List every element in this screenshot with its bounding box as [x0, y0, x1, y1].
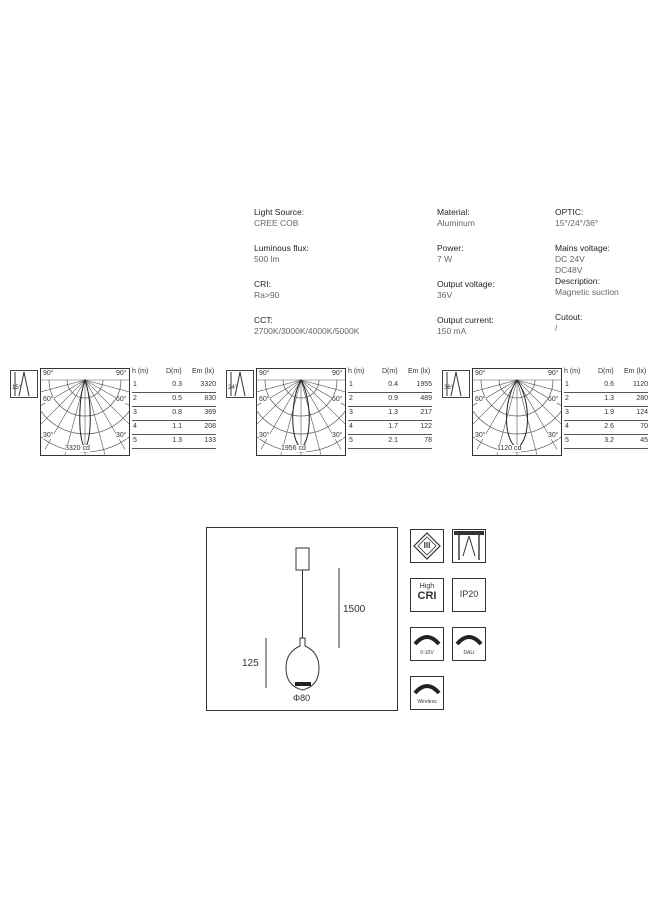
- angle-60-left: 60°: [259, 396, 270, 403]
- column-header: h (m): [564, 368, 581, 375]
- pendant-lamp-drawing: [207, 528, 397, 710]
- height-cell: 5: [565, 437, 569, 444]
- diameter-cell: 0.4: [388, 381, 398, 388]
- table-row: [132, 379, 216, 393]
- illuminance-cell: 45: [640, 437, 648, 444]
- table-row: [348, 407, 432, 421]
- diameter-label: Φ80: [293, 693, 311, 703]
- dimming-0-10v-badge: [410, 627, 444, 661]
- material-label: Material:: [437, 207, 470, 217]
- table-row: [132, 435, 216, 449]
- cable-length-label: 1500: [343, 604, 366, 615]
- height-cell: 5: [349, 437, 353, 444]
- light-source-value: CREE COB: [254, 218, 299, 228]
- table-row: [564, 435, 648, 449]
- table-header: [348, 366, 432, 379]
- luminous-flux-label: Luminous flux:: [254, 243, 309, 253]
- column-header: Em (lx): [624, 368, 647, 375]
- diameter-cell: 0.9: [388, 395, 398, 402]
- illuminance-cell: 369: [204, 409, 216, 416]
- power-value: 7 W: [437, 254, 453, 264]
- beam-angle-label: 24°: [228, 385, 238, 391]
- angle-60-left: 60°: [43, 396, 54, 403]
- height-cell: 2: [349, 395, 353, 402]
- cri-label: CRI:: [254, 279, 271, 289]
- cct-value: 2700K/3000K/4000K/5000K: [254, 326, 360, 336]
- column-header: D(m): [382, 368, 398, 375]
- column-header: D(m): [166, 368, 182, 375]
- illuminance-cell: 489: [420, 395, 432, 402]
- beam-angle-label: 15°: [12, 385, 22, 391]
- high-text: High: [419, 583, 435, 590]
- luminous-flux-value: 500 lm: [254, 254, 280, 264]
- diameter-cell: 1.7: [388, 423, 398, 430]
- angle-90-left: 90°: [43, 370, 54, 377]
- spec-col-3: [555, 207, 619, 334]
- dimming-curve-icon: [411, 628, 443, 648]
- table-row: [132, 393, 216, 407]
- height-cell: 2: [133, 395, 137, 402]
- photometry-block: [442, 366, 652, 458]
- angle-30-right: 30°: [548, 432, 559, 439]
- cct-label: CCT:: [254, 315, 273, 325]
- power-label: Power:: [437, 243, 464, 253]
- output-voltage-label: Output voltage:: [437, 279, 495, 289]
- angle-90-left: 90°: [259, 370, 270, 377]
- ip20-badge: [452, 578, 486, 612]
- dimming-curve-icon: [453, 628, 485, 648]
- angle-30-right: 30°: [116, 432, 127, 439]
- output-current-value: 150 mA: [437, 326, 467, 336]
- angle-90-left: 90°: [475, 370, 486, 377]
- height-cell: 1: [133, 381, 137, 388]
- height-cell: 3: [565, 409, 569, 416]
- illuminance-cell: 217: [420, 409, 432, 416]
- beam-angle-label: 36°: [444, 385, 454, 391]
- polar-diagram: [256, 368, 346, 456]
- class-iii-text: III: [423, 541, 431, 550]
- peak-candela-label: 1956 cd: [281, 445, 306, 452]
- illuminance-cell: 70: [640, 423, 648, 430]
- angle-60-right: 60°: [116, 396, 127, 403]
- mains-voltage-label: Mains voltage:: [555, 243, 610, 253]
- optic-value: 15°/24°/36°: [555, 218, 599, 228]
- angle-60-right: 60°: [548, 396, 559, 403]
- cri-text: CRI: [417, 590, 437, 602]
- dim-dali-text: DALI: [463, 650, 475, 656]
- illuminance-cell: 1120: [632, 381, 648, 388]
- table-row: [564, 393, 648, 407]
- head-height-label: 125: [242, 658, 259, 669]
- illuminance-cell: 280: [636, 395, 648, 402]
- table-row: [348, 435, 432, 449]
- illuminance-cell: 122: [420, 423, 432, 430]
- illuminance-cell: 124: [636, 409, 648, 416]
- dim-0-10v-text: 0-10V: [420, 650, 434, 656]
- dim-wireless-text: Wireless: [417, 699, 437, 705]
- angle-30-right: 30°: [332, 432, 343, 439]
- photometry-block: [10, 366, 220, 458]
- track-mount-icon: [453, 530, 485, 562]
- column-header: D(m): [598, 368, 614, 375]
- peak-candela-label: 1120 cd: [497, 445, 522, 452]
- table-row: [348, 379, 432, 393]
- illuminance-table: [564, 366, 648, 449]
- ip20-text: IP20: [459, 589, 479, 599]
- angle-30-left: 30°: [475, 432, 486, 439]
- dimming-dali-badge: [452, 627, 486, 661]
- height-cell: 5: [133, 437, 137, 444]
- mains-voltage-value-2: DC48V: [555, 265, 583, 275]
- height-cell: 3: [349, 409, 353, 416]
- table-header: [564, 366, 648, 379]
- illuminance-table: [348, 366, 432, 449]
- beam-angle-icon: [226, 370, 254, 398]
- diameter-cell: 1.3: [172, 437, 182, 444]
- output-current-label: Output current:: [437, 315, 494, 325]
- height-cell: 2: [565, 395, 569, 402]
- table-row: [564, 407, 648, 421]
- description-label: Description:: [555, 276, 600, 286]
- column-header: Em (lx): [408, 368, 431, 375]
- illuminance-cell: 1955: [416, 381, 432, 388]
- height-cell: 4: [565, 423, 569, 430]
- angle-90-right: 90°: [116, 370, 127, 377]
- cutout-value: /: [555, 323, 558, 333]
- light-source-label: Light Source:: [254, 207, 305, 217]
- diameter-cell: 1.9: [604, 409, 614, 416]
- polar-diagram: [472, 368, 562, 456]
- diameter-cell: 1.1: [172, 423, 182, 430]
- cutout-label: Cutout:: [555, 312, 583, 322]
- diameter-cell: 0.3: [172, 381, 182, 388]
- angle-30-left: 30°: [43, 432, 54, 439]
- spec-col-1: [254, 207, 359, 337]
- illuminance-cell: 3320: [200, 381, 216, 388]
- diameter-cell: 2.1: [388, 437, 398, 444]
- illuminance-table: [132, 366, 216, 449]
- diameter-cell: 1.3: [604, 395, 614, 402]
- height-cell: 1: [565, 381, 569, 388]
- height-cell: 4: [133, 423, 137, 430]
- dimming-curve-icon: [411, 677, 443, 697]
- optic-label: OPTIC:: [555, 207, 584, 217]
- angle-90-right: 90°: [548, 370, 559, 377]
- beam-angle-icon: [442, 370, 470, 398]
- polar-diagram: [40, 368, 130, 456]
- table-row: [564, 379, 648, 393]
- material-value: Aluminum: [437, 218, 475, 228]
- output-voltage-value: 36V: [437, 290, 453, 300]
- table-row: [348, 421, 432, 435]
- height-cell: 3: [133, 409, 137, 416]
- column-header: Em (lx): [192, 368, 215, 375]
- table-header: [132, 366, 216, 379]
- high-cri-badge: [410, 578, 444, 612]
- description-value: Magnetic suction: [555, 287, 619, 297]
- cri-value: Ra>90: [254, 290, 280, 300]
- diameter-cell: 2.6: [604, 423, 614, 430]
- angle-90-right: 90°: [332, 370, 343, 377]
- beam-angle-icon: [10, 370, 38, 398]
- peak-candela-label: 3320 cd: [65, 445, 90, 452]
- angle-60-left: 60°: [475, 396, 486, 403]
- table-row: [348, 393, 432, 407]
- illuminance-cell: 133: [204, 437, 216, 444]
- table-row: [564, 421, 648, 435]
- height-cell: 1: [349, 381, 353, 388]
- illuminance-cell: 208: [204, 423, 216, 430]
- diameter-cell: 3.2: [604, 437, 614, 444]
- table-row: [132, 407, 216, 421]
- table-row: [132, 421, 216, 435]
- diameter-cell: 0.6: [604, 381, 614, 388]
- column-header: h (m): [348, 368, 365, 375]
- angle-60-right: 60°: [332, 396, 343, 403]
- track-mount-badge: [452, 529, 486, 563]
- product-drawing-frame: [206, 527, 398, 711]
- column-header: h (m): [132, 368, 149, 375]
- angle-30-left: 30°: [259, 432, 270, 439]
- dimming-wireless-badge: [410, 676, 444, 710]
- class-iii-badge: [410, 529, 444, 563]
- diameter-cell: 1.3: [388, 409, 398, 416]
- mains-voltage-value-1: DC 24V: [555, 254, 585, 264]
- illuminance-cell: 830: [204, 395, 216, 402]
- spec-col-2: [437, 207, 495, 337]
- illuminance-cell: 78: [424, 437, 432, 444]
- photometry-block: [226, 366, 436, 458]
- diameter-cell: 0.5: [172, 395, 182, 402]
- height-cell: 4: [349, 423, 353, 430]
- diameter-cell: 0.8: [172, 409, 182, 416]
